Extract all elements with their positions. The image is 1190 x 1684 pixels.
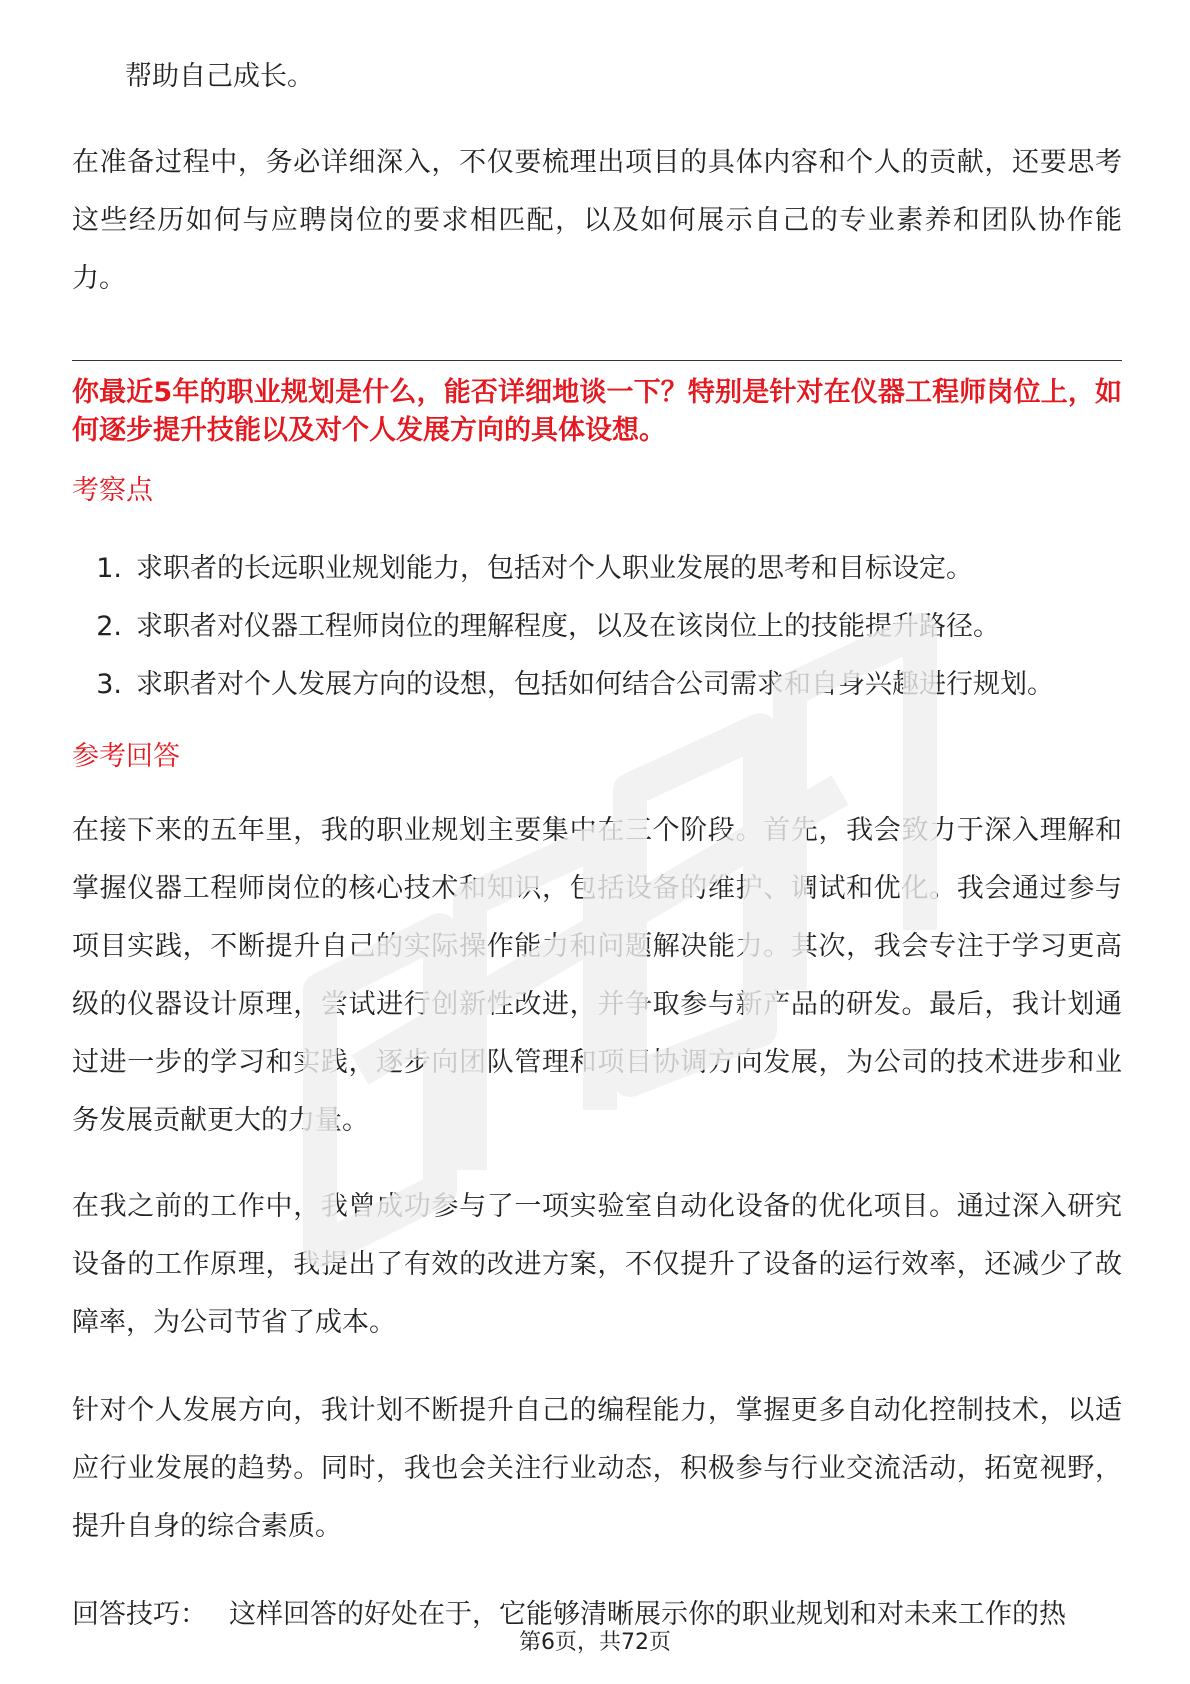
list-item [72, 656, 1122, 714]
section-divider [72, 360, 1122, 361]
points-list [72, 540, 1122, 714]
prep-paragraph: 在准备过程中，务必详细深入，不仅要梳理出项目的具体内容和个人的贡献，还要思考这些经历如何与应聘岗位的要求相匹配，以及如何展示自己的专业素养和团队协作能力。 [72, 147, 1122, 294]
list-item [72, 540, 1122, 598]
list-text: 求职者对仪器工程师岗位的理解程度，以及在该岗位上的技能提升路径。 [136, 611, 1000, 642]
tip-text: 这样回答的好处在于，它能够清晰展示你的职业规划和对未来工作的热 [229, 1599, 1066, 1630]
page-footer: 第6页，共72页 [519, 1630, 671, 1655]
interview-question: 你最近5年的职业规划是什么，能否详细地谈一下？特别是针对在仪器工程师岗位上，如何逐步提升技能以及对个人发展方向的具体设想。 [72, 377, 1122, 446]
points-title: 考察点 [72, 475, 153, 506]
list-number: 2. [96, 611, 122, 642]
answer-paragraph: 在我之前的工作中，我曾成功参与了一项实验室自动化设备的优化项目。通过深入研究设备的工作原理，我提出了有效的改进方案，不仅提升了设备的运行效率，还减少了故障率，为公司节省了成本。 [72, 1191, 1122, 1338]
list-number: 3. [96, 669, 122, 700]
list-text: 求职者对个人发展方向的设想，包括如何结合公司需求和自身兴趣进行规划。 [136, 669, 1054, 700]
answer-paragraph: 在接下来的五年里，我的职业规划主要集中在三个阶段。首先，我会致力于深入理解和掌握仪器工程师岗位的核心技术和知识，包括设备的维护、调试和优化。我会通过参与项目实践，不断提升自己的实际操作能力和问题解决能力。其次，我会专注于学习更高级的仪器设计原理，尝试进行创新性改进，并争取参与新产品的研发。最后，我计划通过进一步的学习和实践，逐步向团队管理和项目协调方向发展，为公司的技术进步和业务发展贡献更大的力量。 [72, 815, 1122, 1136]
answer-paragraph: 针对个人发展方向，我计划不断提升自己的编程能力，掌握更多自动化控制技术，以适应行业发展的趋势。同时，我也会关注行业动态，积极参与行业交流活动，拓宽视野，提升自身的综合素质。 [72, 1395, 1122, 1542]
continued-text: 帮助自己成长。 [125, 61, 314, 92]
tip-label: 回答技巧： [72, 1599, 207, 1630]
answer-title: 参考回答 [72, 741, 180, 772]
list-number: 1. [96, 553, 122, 584]
list-text: 求职者的长远职业规划能力，包括对个人职业发展的思考和目标设定。 [136, 553, 973, 584]
list-item [72, 598, 1122, 656]
